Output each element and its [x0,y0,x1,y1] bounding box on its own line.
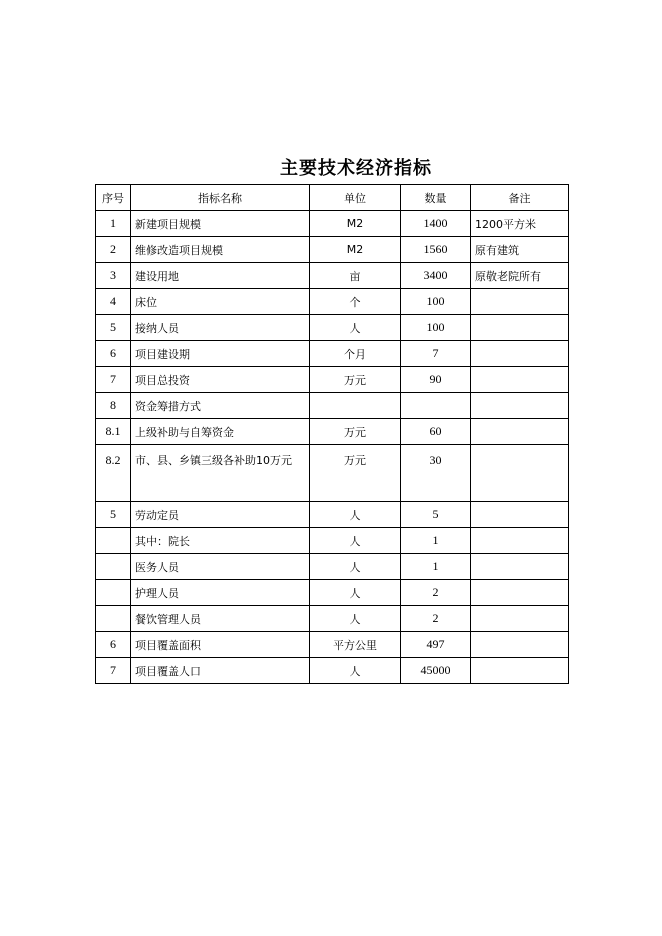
table-row [96,315,569,341]
cell-seq: 5 [96,315,131,341]
cell-unit: 个月 [310,341,401,367]
header-name: 指标名称 [131,185,310,211]
cell-qty: 2 [401,580,471,606]
cell-seq: 6 [96,632,131,658]
cell-qty: 1 [401,554,471,580]
cell-note [471,580,569,606]
cell-seq: 7 [96,658,131,684]
cell-name: 餐饮管理人员 [131,606,310,632]
cell-qty: 30 [401,445,471,502]
cell-qty: 1400 [401,211,471,237]
cell-qty: 1560 [401,237,471,263]
cell-note [471,632,569,658]
cell-name: 资金筹措方式 [131,393,310,419]
cell-unit: 万元 [310,367,401,393]
cell-seq [96,606,131,632]
indicators-table [95,184,569,684]
cell-note: 原有建筑 [471,237,569,263]
cell-name: 上级补助与自筹资金 [131,419,310,445]
cell-name: 维修改造项目规模 [131,237,310,263]
cell-qty: 497 [401,632,471,658]
cell-note: 1200平方米 [471,211,569,237]
table-row [96,658,569,684]
cell-seq [96,554,131,580]
cell-unit: 万元 [310,419,401,445]
cell-unit: 人 [310,315,401,341]
table-row [96,367,569,393]
cell-note [471,289,569,315]
cell-qty [401,393,471,419]
cell-qty: 7 [401,341,471,367]
cell-note [471,341,569,367]
table-row [96,237,569,263]
table-row [96,632,569,658]
cell-name: 护理人员 [131,580,310,606]
cell-name: 项目覆盖面积 [131,632,310,658]
table-row [96,502,569,528]
cell-name: 项目总投资 [131,367,310,393]
cell-qty: 100 [401,315,471,341]
cell-qty: 100 [401,289,471,315]
cell-name: 医务人员 [131,554,310,580]
cell-seq [96,580,131,606]
cell-note [471,419,569,445]
cell-note [471,393,569,419]
cell-name: 新建项目规模 [131,211,310,237]
cell-seq: 8.2 [96,445,131,502]
cell-name: 床位 [131,289,310,315]
table-row [96,419,569,445]
cell-note [471,606,569,632]
cell-note [471,367,569,393]
cell-unit: 人 [310,502,401,528]
cell-qty: 2 [401,606,471,632]
cell-unit: 人 [310,528,401,554]
cell-qty: 3400 [401,263,471,289]
cell-qty: 60 [401,419,471,445]
table-row [96,211,569,237]
header-qty: 数量 [401,185,471,211]
cell-note [471,315,569,341]
table-row [96,393,569,419]
cell-seq: 1 [96,211,131,237]
cell-name: 项目建设期 [131,341,310,367]
cell-qty: 1 [401,528,471,554]
cell-unit: 万元 [310,445,401,502]
table-row [96,341,569,367]
table-row [96,580,569,606]
cell-qty: 45000 [401,658,471,684]
table-header-row [96,185,569,211]
cell-name: 劳动定员 [131,502,310,528]
cell-seq: 6 [96,341,131,367]
cell-seq: 8 [96,393,131,419]
cell-note [471,658,569,684]
cell-note [471,554,569,580]
cell-note [471,502,569,528]
cell-unit: 平方公里 [310,632,401,658]
cell-seq [96,528,131,554]
cell-unit: 人 [310,580,401,606]
header-unit: 单位 [310,185,401,211]
cell-note [471,445,569,502]
cell-unit: 亩 [310,263,401,289]
cell-unit: 个 [310,289,401,315]
cell-unit: 人 [310,606,401,632]
table-row [96,263,569,289]
cell-unit: 人 [310,554,401,580]
cell-seq: 5 [96,502,131,528]
cell-qty: 5 [401,502,471,528]
cell-seq: 2 [96,237,131,263]
cell-unit [310,393,401,419]
cell-name: 建设用地 [131,263,310,289]
page-title: 主要技术经济指标 [280,158,432,179]
table-row [96,289,569,315]
cell-name: 市、县、乡镇三级各补助10万元 [131,445,310,502]
cell-seq: 3 [96,263,131,289]
header-seq: 序号 [96,185,131,211]
cell-note: 原敬老院所有 [471,263,569,289]
cell-seq: 8.1 [96,419,131,445]
table-row [96,554,569,580]
table-row [96,606,569,632]
cell-unit: M2 [310,237,401,263]
cell-seq: 4 [96,289,131,315]
cell-unit: M2 [310,211,401,237]
cell-name: 项目覆盖人口 [131,658,310,684]
header-note: 备注 [471,185,569,211]
table-row [96,528,569,554]
cell-qty: 90 [401,367,471,393]
cell-note [471,528,569,554]
cell-seq: 7 [96,367,131,393]
cell-unit: 人 [310,658,401,684]
table-row [96,445,569,502]
cell-name: 其中：院长 [131,528,310,554]
cell-name: 接纳人员 [131,315,310,341]
